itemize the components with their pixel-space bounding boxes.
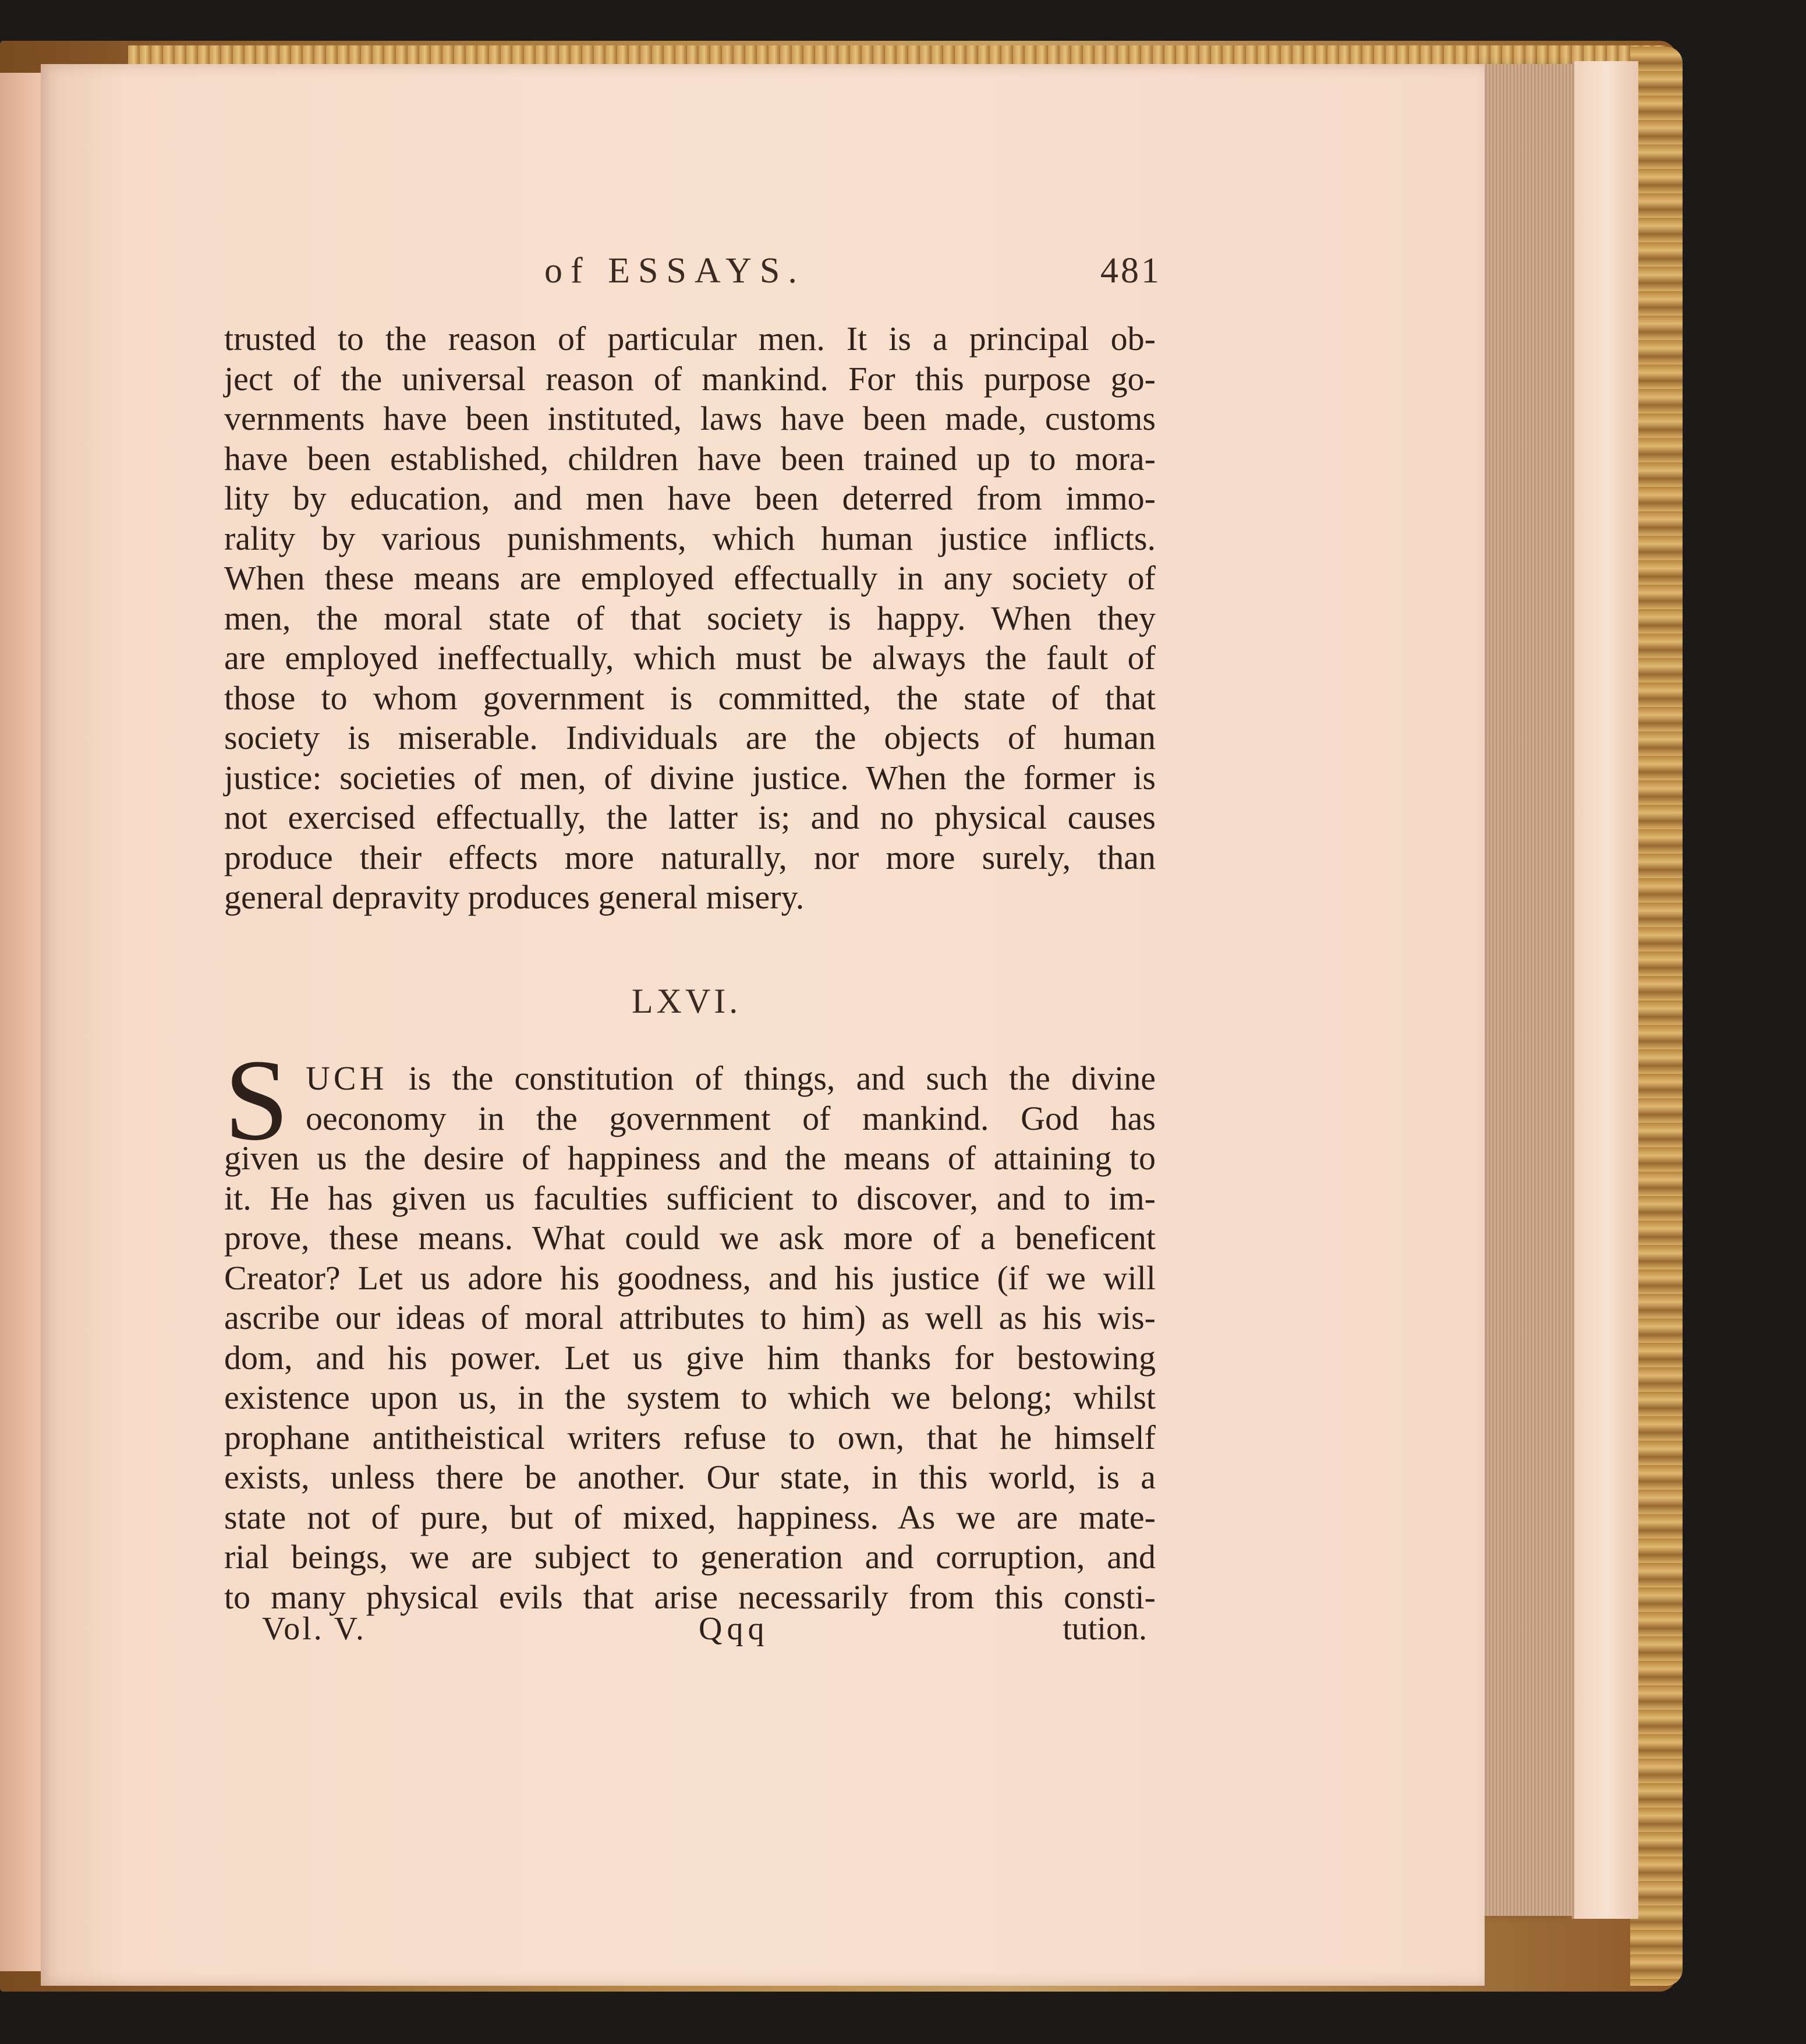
text-line: ject of the universal reason of mankind. For this purpose go- [224,359,1156,398]
text-line: those to whom government is committed, the state of that [224,678,1156,717]
back-page-leaf [1572,61,1638,1919]
paragraph-2 [224,1059,1156,1617]
text-line: society is miserable. Individuals are the objects of human [224,719,1156,756]
text-line-second: oeconomy in the government of mankind. God has [306,1099,1156,1137]
text-line: produce their effects more naturally, nor more surely, than [224,838,1156,876]
text-line-first [224,1059,1156,1099]
text-line: not exercised effectually, the latter is; and no physical causes [224,798,1156,836]
text-line: men, the moral state of that society is happy. When they [224,599,1156,637]
section-title: LXVI. [632,982,742,1020]
volume-signature: Vol. V. [262,1611,366,1647]
text-line: lity by education, and men have been deterred from immo- [224,479,1156,517]
signature-mark: Qqq [699,1611,769,1647]
text-line: general depravity produces general misery. [224,878,805,916]
first-line-rest: is the constitution of things, and such the divine [408,1059,1156,1097]
text-line: rality by various punishments, which human justice inflicts. [224,519,1156,557]
cover-top-edge [128,45,1665,65]
text-line: it. He has given us faculties sufficient to discover, and to im- [224,1179,1156,1217]
text-line: are employed ineffectually, which must be always the fault of [224,639,1156,677]
text-line: ascribe our ideas of moral attributes to him) as well as his wis- [224,1299,1156,1336]
opening-caps: UCH [306,1059,388,1097]
text-line: state not of pure, but of mixed, happiness. As we are mate- [224,1498,1156,1536]
text-line: to many physical evils that arise necessarily from this consti- [224,1578,1156,1616]
catchword: tution. [1063,1611,1147,1647]
text-line: When these means are employed effectually in any society of [224,559,1156,597]
text-line: vernments have been instituted, laws have been made, customs [224,399,1156,437]
text-line: justice: societies of men, of divine justice. When the former is [224,758,1156,797]
text-line: have been established, children have been trained up to mora- [224,439,1156,478]
text-line: existence upon us, in the system to which we belong; whilst [224,1378,1156,1416]
text-line: prophane antitheistical writers refuse to own, that he himself [224,1418,1156,1456]
text-line: prove, these means. What could we ask more of a beneficent [224,1219,1156,1257]
running-title: of ESSAYS. [544,251,805,291]
facing-page-edge [0,73,41,1971]
text-line: exists, unless there be another. Our state, in this world, is a [224,1458,1156,1496]
text-line: Creator? Let us adore his goodness, and his justice (if we will [224,1258,1156,1297]
page-header [544,250,1161,297]
page-number: 481 [1100,251,1161,291]
drop-cap: S [224,1036,289,1165]
paragraph-1 [224,319,1156,918]
text-line: trusted to the reason of particular men. It is a principal ob- [224,320,1156,358]
page-stack-edges [1479,64,1572,1916]
text-line: given us the desire of happiness and the means of attaining to [224,1139,1156,1177]
page-footer [262,1610,1147,1651]
text-line: dom, and his power. Let us give him thanks for bestowing [224,1338,1156,1377]
text-line: rial beings, we are subject to generation and corruption, and [224,1538,1156,1576]
